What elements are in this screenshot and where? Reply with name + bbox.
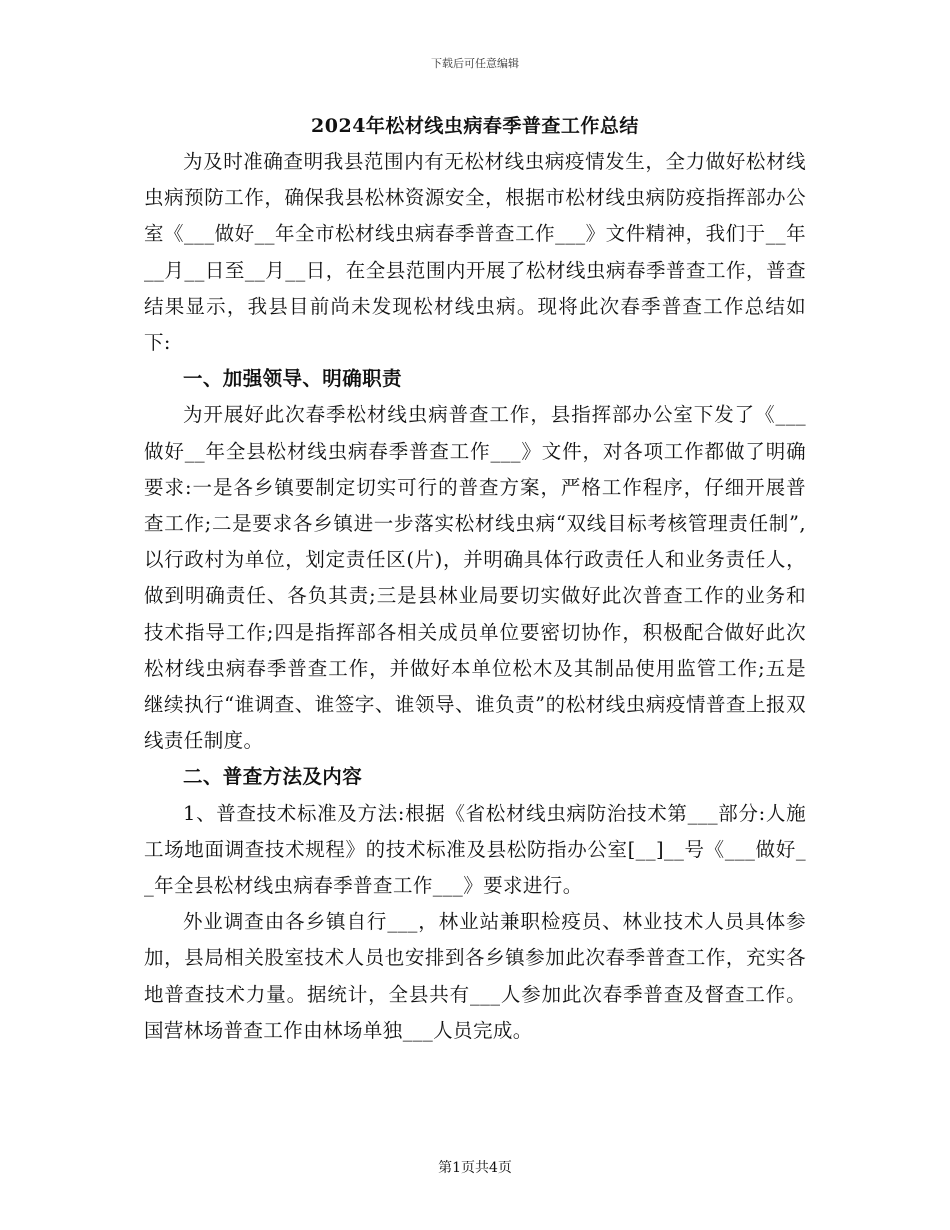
section-1-paragraph: 为开展好此次春季松材线虫病普查工作，县指挥部办公室下发了《___做好__年全县松材线虫病春季普查工作___》文件，对各项工作都做了明确要求:一是各乡镇要制定切实可行的普查方案，严格工作程序，仔细开展普查工作;二是要求各乡镇进一步落实松材线虫病“双线目标考核管理责任制”,以行政村为单位，划定责任区(片)，并明确具体行政责任人和业务责任人，做到明确责任、各负其责;三是县林业局要切实做好此次普查工作的业务和技术指导工作;四是指挥部各相关成员单位要密切协作，积极配合做好此次松材线虫病春季普查工作，并做好本单位松木及其制品使用监管工作;五是继续执行“谁调查、谁签字、谁领导、谁负责”的松材线虫病疫情普查上报双线责任制度。 [144, 403, 806, 753]
page-number: 第1页共4页 [438, 1160, 512, 1176]
section-2-paragraph-1: 1、普查技术标准及方法:根据《省松材线虫病防治技术第___部分:人施工场地面调查技术规程》的技术标准及县松防指办公室[__]__号《___做好__年全县松材线虫病春季普查工作___》要求进行。 [144, 801, 806, 898]
section-heading-2: 二、普查方法及内容 [183, 765, 363, 789]
document-title: 2024年松材线虫病春季普查工作总结 [311, 115, 639, 137]
section-heading-1: 一、加强领导、明确职责 [183, 367, 402, 391]
intro-paragraph: 为及时准确查明我县范围内有无松材线虫病疫情发生，全力做好松材线虫病预防工作，确保我县松林资源安全，根据市松材线虫病防疫指挥部办公室《___做好__年全市松材线虫病春季普查工作___》文件精神，我们于__年__月__日至__月__日，在全县范围内开展了松材线虫病春季普查工作，普查结果显示，我县目前尚未发现松材线虫病。现将此次春季普查工作总结如下: [144, 150, 806, 355]
document-body [144, 108, 806, 1049]
header-note: 下载后可任意编辑 [431, 57, 519, 70]
section-2-paragraph-2: 外业调查由各乡镇自行___，林业站兼职检疫员、林业技术人员具体参加，县局相关股室技术人员也安排到各乡镇参加此次春季普查工作，充实各地普查技术力量。据统计，全县共有___人参加此次春季普查及督查工作。国营林场普查工作由林场单独___人员完成。 [144, 910, 806, 1042]
